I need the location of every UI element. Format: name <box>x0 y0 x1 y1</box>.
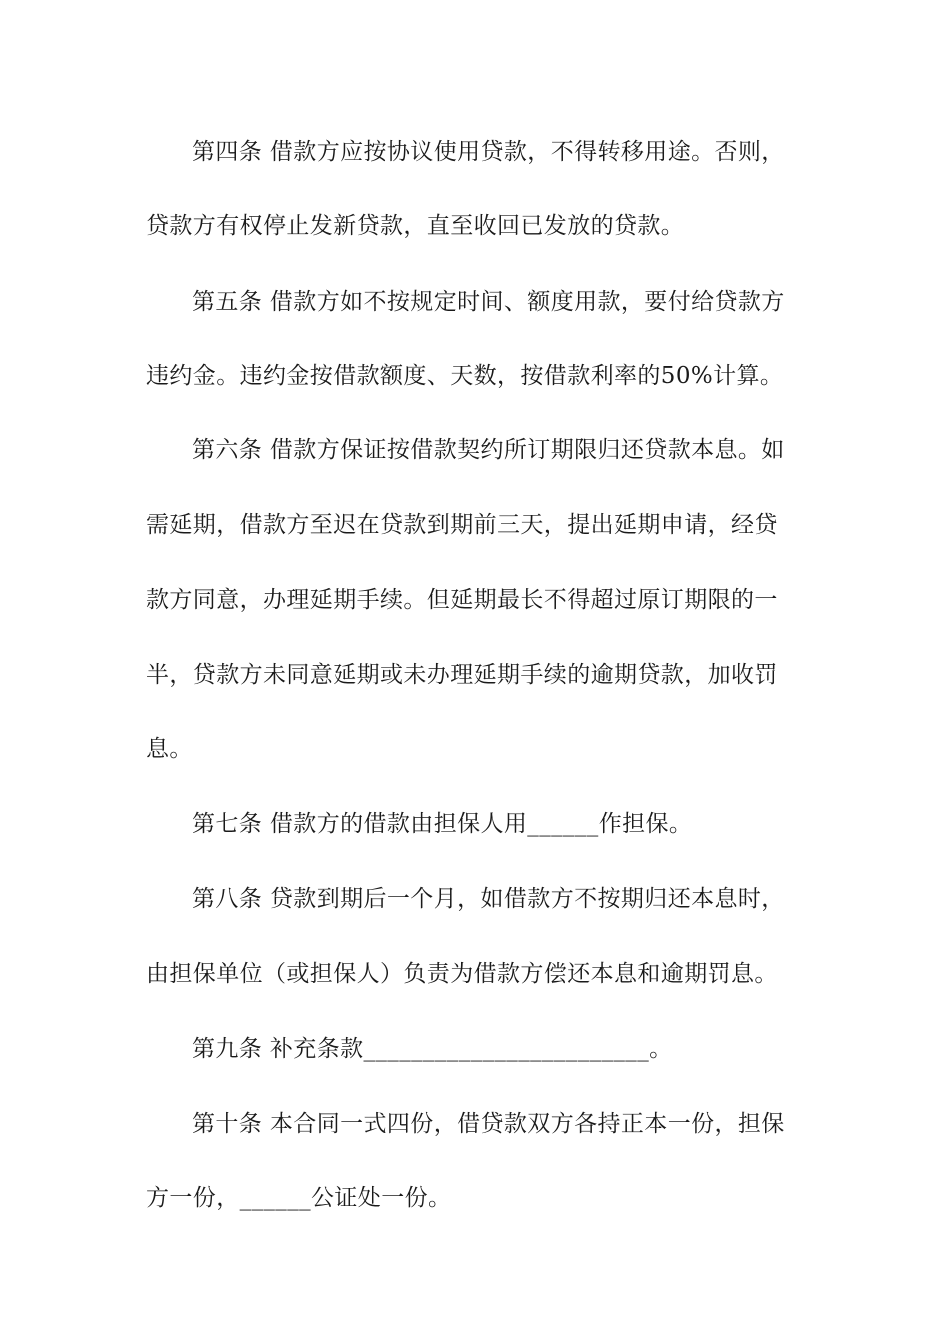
article-5-line-2: 违约金。违约金按借款额度、天数，按借款利率的50%计算。 <box>146 363 784 389</box>
article-4-line-2: 贷款方有权停止发新贷款，直至收回已发放的贷款。 <box>146 213 685 239</box>
article-10-line-2: 方一份，______公证处一份。 <box>146 1185 452 1211</box>
article-7-line-1: 第七条 借款方的借款由担保人用______作担保。 <box>192 811 693 837</box>
article-6-line-5: 息。 <box>146 736 193 762</box>
article-9-line-1: 第九条 补充条款________________________。 <box>192 1036 673 1062</box>
article-10-line-1: 第十条 本合同一式四份，借贷款双方各持正本一份，担保 <box>192 1111 785 1137</box>
article-6-line-3: 款方同意，办理延期手续。但延期最长不得超过原订期限的一 <box>146 587 778 613</box>
article-8-line-2: 由担保单位（或担保人）负责为借款方偿还本息和逾期罚息。 <box>146 961 778 987</box>
article-6-line-4: 半，贷款方未同意延期或未办理延期手续的逾期贷款，加收罚 <box>146 662 778 688</box>
article-6-line-1: 第六条 借款方保证按借款契约所订期限归还贷款本息。如 <box>192 437 785 463</box>
article-4-line-1: 第四条 借款方应按协议使用贷款，不得转移用途。否则， <box>192 139 785 165</box>
article-8-line-1: 第八条 贷款到期后一个月，如借款方不按期归还本息时， <box>192 886 785 912</box>
article-5-line-1: 第五条 借款方如不按规定时间、额度用款，要付给贷款方 <box>192 289 785 315</box>
article-6-line-2: 需延期，借款方至迟在贷款到期前三天，提出延期申请，经贷 <box>146 512 778 538</box>
